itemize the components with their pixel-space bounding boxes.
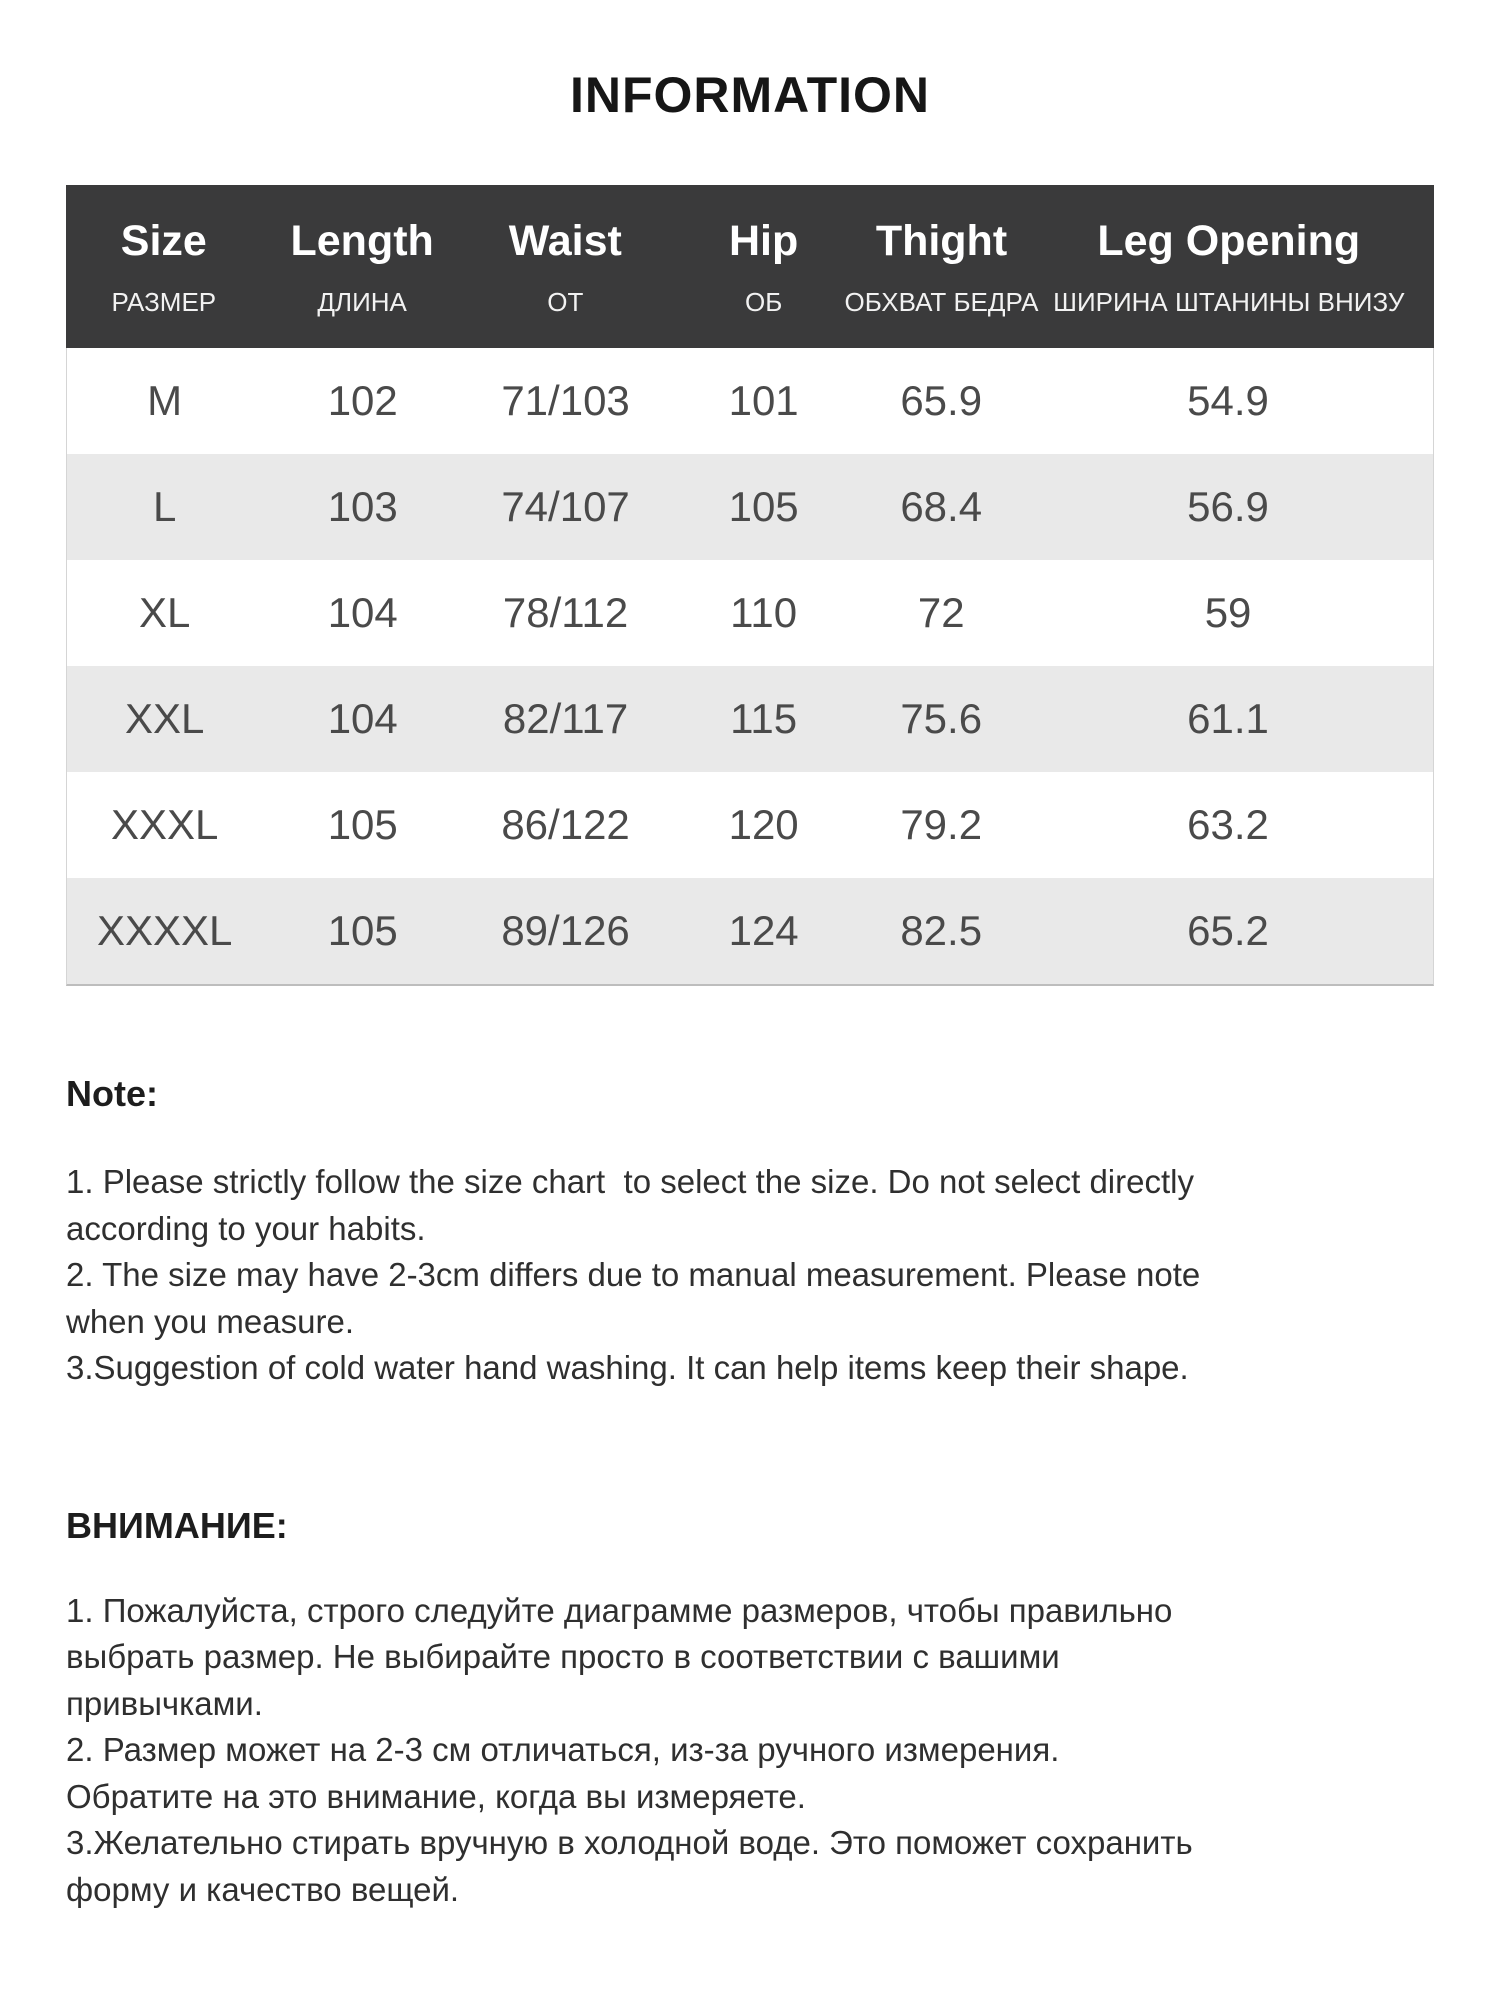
page-title: INFORMATION bbox=[569, 67, 931, 123]
size-information-page bbox=[0, 67, 1500, 2000]
header-cell-thight bbox=[844, 185, 1039, 348]
header-label-thight-ru: ОБХВАТ БЕДРА bbox=[844, 286, 1039, 317]
cell-length: 105 bbox=[327, 907, 398, 954]
header-label-leg-opening-ru: ШИРИНА ШТАНИНЫ ВНИЗУ bbox=[1053, 286, 1405, 317]
note-line: привычками. bbox=[66, 1684, 263, 1722]
cell-leg-opening: 65.2 bbox=[1187, 907, 1269, 954]
cell-leg-opening: 54.9 bbox=[1187, 377, 1269, 424]
cell-waist: 82/117 bbox=[502, 695, 629, 742]
note-line: Обратите на это внимание, когда вы измеряете. bbox=[66, 1777, 806, 1815]
cell-leg-opening: 63.2 bbox=[1187, 801, 1269, 848]
cell-size: M bbox=[147, 377, 183, 424]
note-line: выбрать размер. Не выбирайте просто в соответствии с вашими bbox=[66, 1638, 1060, 1675]
cell-thight: 75.6 bbox=[900, 695, 983, 742]
cell-waist: 74/107 bbox=[501, 483, 630, 530]
table-row-xl bbox=[67, 560, 1433, 666]
cell-thight: 72 bbox=[917, 589, 965, 636]
cell-hip: 110 bbox=[730, 589, 798, 636]
note-paragraph-ru bbox=[66, 1588, 1440, 1914]
cell-leg-opening: 61.1 bbox=[1187, 695, 1269, 742]
cell-waist: 71/103 bbox=[501, 377, 630, 424]
cell-waist: 78/112 bbox=[502, 589, 629, 636]
header-cell-size bbox=[66, 185, 262, 348]
cell-hip: 115 bbox=[730, 695, 798, 742]
header-label-size-en: Size bbox=[120, 216, 207, 265]
cell-waist: 86/122 bbox=[501, 801, 630, 848]
cell-length: 103 bbox=[327, 483, 398, 530]
cell-length: 104 bbox=[327, 695, 398, 742]
table-row-xxxxl bbox=[67, 878, 1433, 984]
cell-thight: 82.5 bbox=[900, 907, 983, 954]
cell-length: 104 bbox=[327, 589, 398, 636]
cell-leg-opening: 56.9 bbox=[1187, 483, 1269, 530]
note-paragraph-en bbox=[66, 1159, 1440, 1392]
notes-section bbox=[66, 1072, 1440, 1913]
header-label-leg-opening-en: Leg Opening bbox=[1097, 216, 1361, 265]
header-label-length-ru: ДЛИНА bbox=[317, 286, 407, 317]
table-row-xxxl bbox=[67, 772, 1433, 878]
note-line: 3.Suggestion of cold water hand washing. It can help items keep their shape. bbox=[66, 1349, 1189, 1386]
cell-leg-opening: 59 bbox=[1204, 589, 1252, 636]
note-line: 2. Размер может на 2-3 см отличаться, из-за ручного измерения. bbox=[66, 1731, 1060, 1768]
cell-hip: 105 bbox=[728, 483, 799, 530]
cell-size: XXXL bbox=[110, 801, 219, 848]
table-header-row bbox=[66, 185, 1434, 348]
header-label-waist-en: Waist bbox=[508, 216, 622, 265]
header-label-waist-ru: ОТ bbox=[547, 286, 584, 317]
table-body bbox=[66, 348, 1434, 986]
cell-hip: 120 bbox=[728, 801, 799, 848]
cell-thight: 68.4 bbox=[900, 483, 983, 530]
table-row-m bbox=[67, 348, 1433, 454]
note-line: 3.Желательно стирать вручную в холодной воде. Это поможет сохранить bbox=[66, 1824, 1193, 1861]
cell-length: 105 bbox=[327, 801, 398, 848]
header-label-thight-en: Thight bbox=[875, 216, 1008, 265]
note-line: 1. Please strictly follow the size chart to select the size. Do not select directly bbox=[66, 1163, 1194, 1200]
header-cell-length bbox=[262, 185, 463, 348]
note-line: форму и качество вещей. bbox=[66, 1870, 460, 1908]
header-label-hip-ru: ОБ bbox=[745, 286, 783, 317]
table-row-l bbox=[67, 454, 1433, 560]
cell-length: 102 bbox=[327, 377, 398, 424]
note-heading-ru: ВНИМАНИЕ: bbox=[66, 1504, 288, 1546]
note-heading-en: Note: bbox=[66, 1073, 158, 1114]
header-cell-leg-opening bbox=[1024, 185, 1434, 348]
header-label-length-en: Length bbox=[290, 216, 434, 265]
note-line: 2. The size may have 2-3cm differs due to manual measurement. Please note bbox=[66, 1256, 1201, 1293]
table-row-xxl bbox=[67, 666, 1433, 772]
size-chart-table bbox=[66, 185, 1434, 986]
note-line: 1. Пожалуйста, строго следуйте диаграмме размеров, чтобы правильно bbox=[66, 1591, 1173, 1629]
cell-size: XL bbox=[138, 589, 191, 636]
note-line: according to your habits. bbox=[66, 1209, 426, 1247]
header-cell-waist bbox=[463, 185, 668, 348]
cell-hip: 101 bbox=[728, 377, 799, 424]
header-label-size-ru: РАЗМЕР bbox=[111, 286, 217, 317]
cell-waist: 89/126 bbox=[501, 907, 630, 954]
cell-size: L bbox=[152, 483, 177, 530]
cell-thight: 79.2 bbox=[900, 801, 983, 848]
cell-size: XXXXL bbox=[96, 907, 233, 954]
header-cell-hip bbox=[668, 185, 860, 348]
note-line: when you measure. bbox=[66, 1302, 354, 1340]
cell-hip: 124 bbox=[728, 907, 799, 954]
cell-size: XXL bbox=[124, 695, 205, 742]
cell-thight: 65.9 bbox=[900, 377, 983, 424]
header-label-hip-en: Hip bbox=[729, 216, 799, 265]
